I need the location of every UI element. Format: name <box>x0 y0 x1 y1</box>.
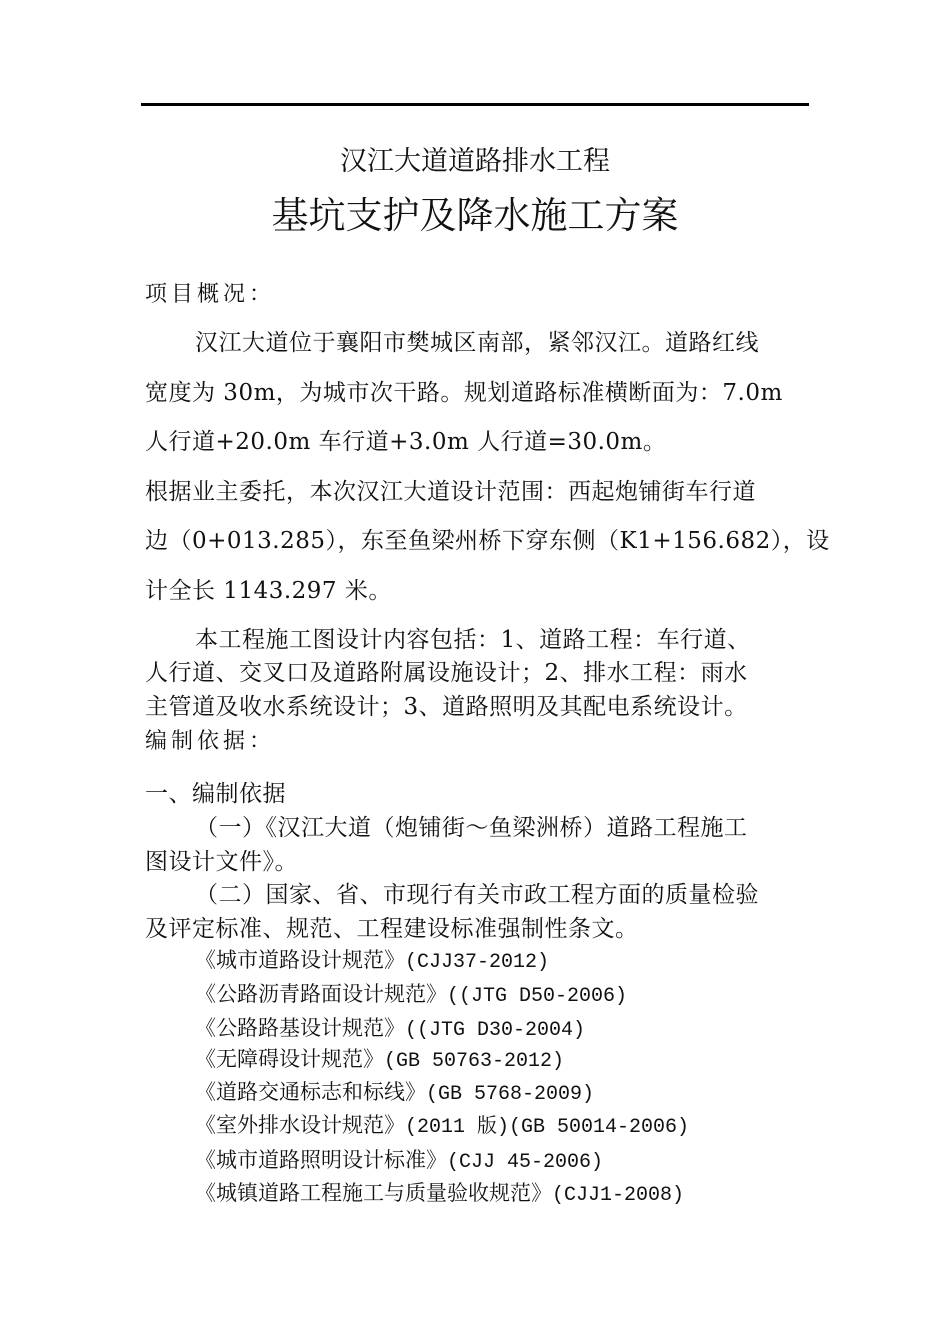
basis-item-2-line: （二）国家、省、市现行有关市政工程方面的质量检验 <box>195 882 759 908</box>
overview-paragraph-1-line: 汉江大道位于襄阳市樊城区南部，紧邻汉江。道路红线 <box>195 330 759 356</box>
standard-name: 《城市道路照明设计标准》 <box>195 1148 447 1172</box>
document-title-line1: 汉江大道道路排水工程 <box>340 146 610 177</box>
standard-code: (CJJ1-2008) <box>552 1184 685 1207</box>
overview-paragraph-2-line: 根据业主委托，本次汉江大道设计范围：西起炮铺街车行道 <box>145 479 756 505</box>
overview-paragraph-3-line: 主管道及收水系统设计；3、道路照明及其配电系统设计。 <box>145 694 748 720</box>
standard-reference <box>195 1049 564 1072</box>
overview-paragraph-2-line: 边（0+013.285），东至鱼梁州桥下穿东侧（K1+156.682），设 <box>145 528 830 554</box>
standard-name: 《公路沥青路面设计规范》 <box>195 982 447 1006</box>
basis-heading: 编制依据： <box>145 729 276 754</box>
standard-code: (CJJ37-2012) <box>405 951 550 974</box>
basis-item-1-line: （一）《汉江大道（炮铺街～鱼梁洲桥）道路工程施工 <box>195 815 748 841</box>
standard-reference <box>195 1183 684 1206</box>
standard-reference <box>195 984 627 1007</box>
standard-reference <box>195 1150 603 1173</box>
overview-paragraph-2-line: 计全长 1143.297 米。 <box>145 578 392 604</box>
document-title-line2: 基坑支护及降水施工方案 <box>271 194 679 237</box>
standard-name: 《道路交通标志和标线》 <box>195 1080 426 1104</box>
basis-item-2-line: 及评定标准、规范、工程建设标准强制性条文。 <box>145 916 639 942</box>
standard-code: ((JTG D50-2006) <box>447 985 628 1008</box>
basis-section-title: 一、编制依据 <box>145 781 286 807</box>
basis-item-1-line: 图设计文件》。 <box>145 849 298 875</box>
standard-name: 《公路路基设计规范》 <box>195 1016 405 1040</box>
overview-paragraph-3-line: 人行道、交叉口及道路附属设施设计；2、排水工程：雨水 <box>145 660 748 686</box>
overview-paragraph-1-line: 宽度为 30m，为城市次干路。规划道路标准横断面为：7.0m <box>145 380 783 406</box>
standard-code: (GB 50763-2012) <box>384 1050 565 1073</box>
standard-code: (2011 版)(GB 50014-2006) <box>405 1116 690 1139</box>
overview-paragraph-3-line: 本工程施工图设计内容包括：1、道路工程：车行道、 <box>195 627 751 653</box>
standard-name: 《室外排水设计规范》 <box>195 1113 405 1137</box>
standard-name: 《城市道路设计规范》 <box>195 948 405 972</box>
standard-reference <box>195 1082 594 1105</box>
standard-name: 《无障碍设计规范》 <box>195 1047 384 1071</box>
header-rule <box>141 103 809 106</box>
standard-code: ((JTG D30-2004) <box>405 1019 586 1042</box>
standard-reference <box>195 1115 689 1138</box>
standard-name: 《城镇道路工程施工与质量验收规范》 <box>195 1181 552 1205</box>
standard-code: (GB 5768-2009) <box>426 1083 595 1106</box>
standard-code: (CJJ 45-2006) <box>447 1151 604 1174</box>
overview-heading: 项目概况： <box>145 282 276 307</box>
overview-paragraph-1-line: 人行道+20.0m 车行道+3.0m 人行道=30.0m。 <box>145 429 667 455</box>
standard-reference <box>195 1018 585 1041</box>
standard-reference <box>195 950 549 973</box>
